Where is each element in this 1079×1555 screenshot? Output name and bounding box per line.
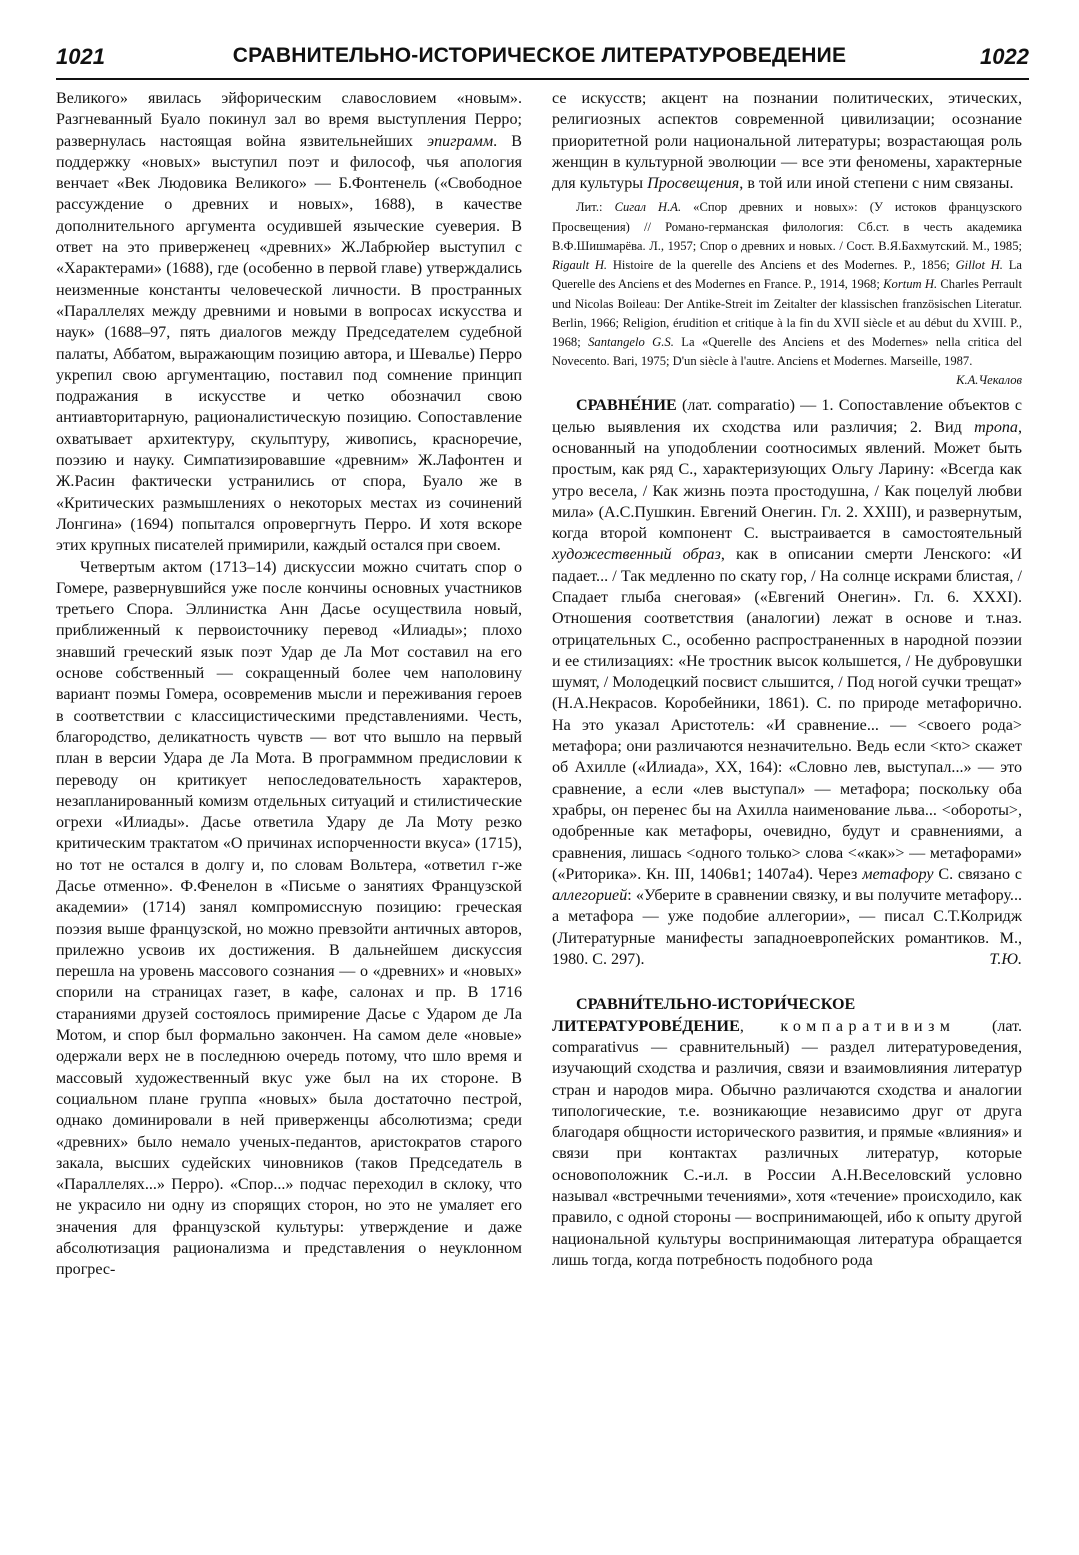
- paragraph-continuation: Великого» явилась эйфорическим славословием «новым». Разгневанный Буало покинул зал во время выступления Перро; развернулась настоящая война язвительнейших эпиграмм. В поддержку «новых» выступил поэт и философ, чья апология венчает «Век Людовика Великого» — Б.Фонтенель («Свободное рассуждение о древних и новых», 1688), в качестве дополнительного аргумента осудившей языческие суеверия. В ответ на это приверженец «древних» Ж.Лабрюйер выступил с «Характерами» (1688), где (особенно в первой главе) утверждались неизменные константы человеческой личности. В пространных «Параллелях между древними и новыми в вопросах искусства и наук» (1688–97, пять диалогов между Председателем судебной палаты, Аббатом, выражающим позицию автора, и Шевалье) Перро укрепил свою аргументацию, поставил под сомнение принцип подражания в искусстве и четко обозначил свою антиавторитарную, рационалистическую позицию. Сопоставление охватывает архитектуру, скульптуру, живопись, красноречие, поэзию и науку. Симпатизировавшие «древним» Ж.Лафонтен и Ж.Расин фактически устранились от спора, Буало же в «Критических размышлениях о некоторых местах из сочинений Лонгина» (1694) попытался опровергнуть Перро. И хотя вскоре этих крупных писателей примирили, каждый остался при своем.: [56, 90, 522, 555]
- running-title: СРАВНИТЕЛЬНО-ИСТОРИЧЕСКОЕ ЛИТЕРАТУРОВЕДЕНИЕ: [232, 44, 847, 67]
- page-number-left: 1021: [56, 44, 105, 69]
- author-signature: К.А.Чекалов: [956, 373, 1022, 388]
- page-number-right: 1022: [980, 44, 1029, 69]
- synonym: компаративизм: [780, 1017, 956, 1035]
- entry-comparative-literature: СРАВНИ́ТЕЛЬНО-ИСТОРИ́ЧЕСКОЕ ЛИТЕРАТУРОВЕ́ДЕНИЕ, компаративизм (лат. comparativus — сравнительный) — раздел литературоведения, изучающий сходства и различия, связи и взаимовлияния литератур стран и народов мира. Обычно различаются сходства и аналогии типологические, т.е. возникающие независимо друг от друга благодаря общности исторического развития, и прямые «влияния» и связи при контактах различных литератур, которые основоположник С.-и.л. в России А.Н.Веселовский условно называл «встречными течениями», хотя «течение» происходило, как правило, с одной стороны — воспринимающей, ибо к опыту другой национальной культуры воспринимающая литература обращается лишь тогда, когда потребность подобного рода: [552, 996, 1022, 1269]
- entry-sravnenie: СРАВНЕ́НИЕ (лат. comparatio) — 1. Сопоставление объектов с целью выявления их сходства или различия; 2. Вид тропа, основанный на уподоблении соотносимых явлений. Может быть простым, как ряд С., характеризующих Ольгу Ларину: «Всегда как утро весела, / Как жизнь поэта простодушна, / Как поцелуй любви мила» (А.С.Пушкин. Евгений Онегин. Гл. 2. XXIII), и развернутым, когда второй компонент С. выстраивается в самостоятельный художественный образ, как в описании смерти Ленского: «И падает... / Так медленно по скату гор, / На солнце искрами блистая, / Спадает глыба снеговая» («Евгений Онегин». Гл. 6. XXXI). Отношения соответствия (аналогии) лежат в основе и т.наз. отрицательных С., особенно распространенных в народной поэзии и ее стилизациях: «Не тростник высок колышется, / Не дубровушки шумят, / Молодецкий посвист слышится, / Под ногой сучки трещат» (Н.А.Некрасов. Коробейники, 1861). С. по природе метафорично. На это указал Аристотель: «И сравнение... — <своего рода> метафора; они различаются незначительно. Ведь если <кто> скажет об Ахилле («Илиада», XX, 164): «Словно лев, выступал...» — это сравнение, а если «лев выступал» — метафора; поскольку оба храбры, он перенес бы на Ахилла наименование льва... <обороты>, одобренные как метафоры, очевидно, будут и сравнениями, а сравнения, лишась <одного только> слова <«как»> — метафорами» («Риторика». Кн. III, 1406в1; 1407а4). Через метафору С. связано с аллегорией: «Уберите в сравнении связку, и вы получите метафору... а метафора — уже подобие аллегории», — писал С.Т.Колридж (Литературные манифесты западноевропейских романтиков. М., 1980. С. 297). Т.Ю.: [552, 395, 1022, 970]
- bibliography: Лит.: Сигал Н.А. «Спор древних и новых»: (У истоков французского Просвещения) // Романо-германская филология: Сб.ст. в честь академика В.Ф.Шишмарёва. Л., 1957; Спор о древних и новых. / Сост. В.Я.Бахмутский. М., 1985; Rigault H. Histoire de la querelle des Anciens et des Modernes. P., 1856; Gillot H. La Querelle des Anciens et des Modernes en France. P., 1914, 1968; Kortum H. Charles Perrault und Nicolas Boileau: Der Antike-Streit im Zeitalter der klassischen französischen Literatur. Berlin, 1966; Religion, érudition et critique à la fin du XVII siècle et au début du XVIII. P., 1968; Santangelo G.S. La «Querelle des Anciens et des Modernes» nella critica del Novecento. Bari, 1975; D'un siècle à l'autre. Anciens et Modernes. Marseille, 1987. К.А.Чекалов: [552, 198, 1022, 371]
- headword: СРАВНЕ́НИЕ: [576, 397, 677, 415]
- left-column: [56, 88, 522, 1281]
- paragraph-continuation-right: се искусств; акцент на познании политических, этических, религиозных аспектов современной цивилизации; осознание приоритетной роли национальной литературы; возрастающая роль женщин в культурной эволюции — все эти феномены, характерные для культуры Просвещения, в той или иной степени с ним связаны.: [552, 90, 1022, 193]
- link-enlightenment: Просвещения: [647, 175, 740, 193]
- right-column: [552, 88, 1022, 1271]
- paragraph-homer-dispute: Четвертым актом (1713–14) дискуссии можно считать спор о Гомере, развернувшийся уже после кончины основных участников третьего Спора. Эллинистка Анн Дасье осуществила новый, приближенный к первоисточнику перевод «Илиады»; плохо знавший греческий язык поэт Удар де Ла Мот составил на его основе собственный — сокращенный более чем наполовину вариант поэмы Гомера, осовременив мысли и переживания героев в соответствии с классицистическими представлениями. Честь, благородство, деликатность чувств — вот что вышло на первый план в версии Удара де Ла Мота. В программном предисловии к переводу он критикует непоследовательность характеров, незапланированный комизм отдельных ситуаций и стилистические огрехи «Илиады». Дасье ответила Удару де Ла Моту резко критическим трактатом «О причинах испорченности вкуса» (1715), но тот не остался в долгу и, по словам Вольтера, «ответил г-же Дасье отменно». Ф.Фенелон в «Письме о занятиях Французской академии» (1714) занял компромиссную позицию: греческая поэзия выше французской, но можно превзойти античных авторов, прилежно усвоив их достижения. В дальнейшем дискуссия перешла на уровень массового сознания — о «древних» и «новых» спорили на страницах газет, в кафе, салонах и пр. В 1716 стараниями друзей состоялось примирение Дасье с Ударом де Ла Мотом, и спор был формально закончен. На самом деле «новые» одержали верх не в последнюю очередь потому, что шло время и массовый художественный вкус уже был на их стороне. В социальном плане группа «новых» была достаточно пестрой, однако доминировали в ней приверженцы абсолютизма; среди «древних» было немало ученых-педантов, аристократов старого закала, высших судейских чиновников (таков Председатель в «Параллелях...» Перро). «Спор...» подчас переходил в склоку, что не украсило ни одну из спорящих сторон, но это не умаляет его значения для французской культуры: утверждение и даже абсолютизация рационализма и представления о неуклонном прогрес-: [56, 558, 522, 1279]
- link-epigram: эпиграмм: [427, 132, 494, 150]
- headword: СРАВНИ́ТЕЛЬНО-ИСТОРИ́ЧЕСКОЕ ЛИТЕРАТУРОВЕ́ДЕНИЕ: [552, 996, 856, 1035]
- author-signature: Т.Ю.: [989, 951, 1022, 969]
- header-rule: [56, 78, 1029, 80]
